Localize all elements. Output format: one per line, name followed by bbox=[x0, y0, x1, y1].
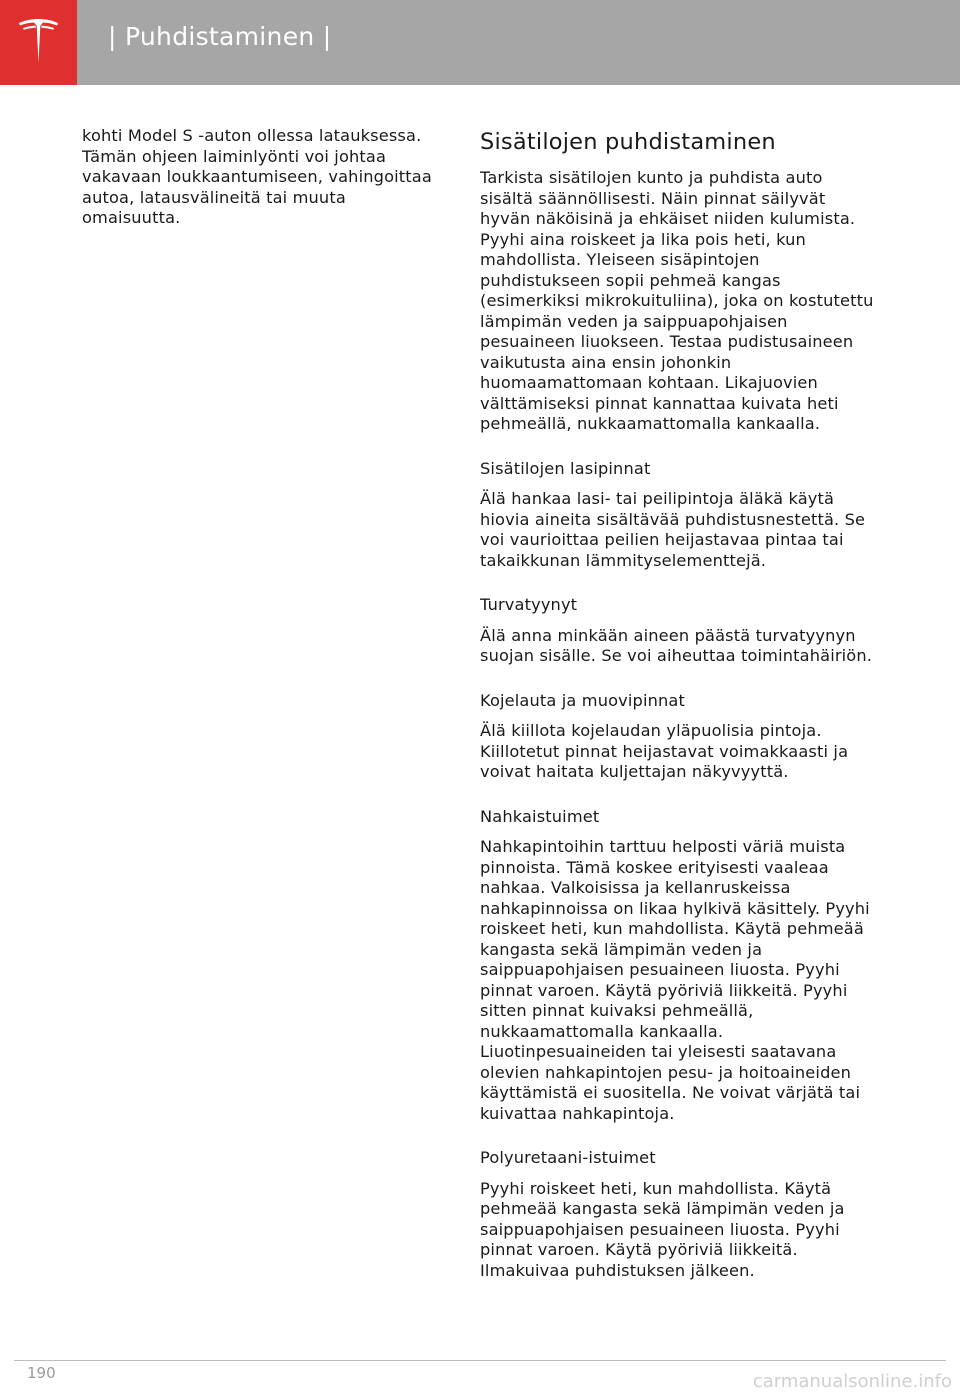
footer-divider bbox=[14, 1360, 946, 1361]
tesla-logo-icon bbox=[18, 19, 59, 63]
continued-paragraph: kohti Model S -auton ollessa latauksessa. Tämän ohjeen laiminlyönti voi johtaa vakavaan loukkaantumiseen, vahingoittaa autoa, latausvälineitä tai muuta omaisuutta. bbox=[82, 126, 432, 227]
paragraph-airbags: Älä anna minkään aineen päästä turvatyynyn suojan sisälle. Se voi aiheuttaa toimintahäiriön. bbox=[480, 625, 873, 665]
chapter-title: | Puhdistaminen | bbox=[108, 22, 332, 51]
paragraph-leather: Nahkapintoihin tarttuu helposti väriä muista pinnoista. Tämä koskee erityisesti vaaleaa nahkaa. Valkoisissa ja kellanruskeissa nahkapinnoissa on likaa hylkivä käsittely. Pyyhi roiskeet heti, kun mahdollista. Käytä pehmeää kangasta sekä lämpimän veden ja saippuapohjaisen pesuaineen liuosta. Pyyhi pinnat varoen. Käytä pyöriviä liikkeitä. Pyyhi sitten pinnat kuivaksi pehmeällä, nukkaamattomalla kankaalla. Liuotinpesuaineiden tai yleisesti saatavana olevien nahkapintojen pesu- ja hoitoaineiden käyttämistä ei suositella. Ne voivat värjätä tai kuivattaa nahkapintoja. bbox=[480, 837, 870, 1123]
subheading-leather: Nahkaistuimet bbox=[480, 806, 600, 826]
paragraph-polyurethane: Pyyhi roiskeet heti, kun mahdollista. Käytä pehmeää kangasta sekä lämpimän veden ja saippuapohjaisen pesuaineen liuosta. Pyyhi pinnat varoen. Käytä pyöriviä liikkeitä. Ilmakuivaa puhdistuksen jälkeen. bbox=[480, 1178, 845, 1280]
subheading-dashboard: Kojelauta ja muovipinnat bbox=[480, 690, 685, 710]
logo-box bbox=[0, 0, 77, 85]
page-header bbox=[0, 0, 960, 85]
intro-paragraph: Tarkista sisätilojen kunto ja puhdista auto sisältä säännöllisesti. Näin pinnat säilyvät hyvän näköisinä ja ehkäiset niiden kulumista. Pyyhi aina roiskeet ja lika pois heti, kun mahdollista. Yleiseen sisäpintojen puhdistukseen sopii pehmeä kangas (esimerkiksi mikrokuituliina), joka on kostutettu lämpimän veden ja saippuapohjaisen pesuaineen liuokseen. Testaa pudistusaineen vaikutusta aina ensin johonkin huomaamattomaan kohtaan. Likajuovien välttämiseksi pinnat kannattaa kuivata heti pehmeällä, nukkaamattomalla kankaalla. bbox=[480, 168, 874, 433]
paragraph-glass: Älä hankaa lasi- tai peilipintoja äläkä käytä hiovia aineita sisältävää puhdistusnestettä. Se voi vaurioittaa peilien heijastavaa pintaa tai takaikkunan lämmityselementtejä. bbox=[480, 489, 866, 570]
subheading-airbags: Turvatyynyt bbox=[480, 595, 578, 614]
left-column bbox=[82, 126, 442, 229]
paragraph-dashboard: Älä kiillota kojelaudan yläpuolisia pintoja. Kiillotetut pinnat heijastavat voimakkaasti ja voivat haitata kuljettajan näkyvyyttä. bbox=[480, 721, 849, 781]
right-column bbox=[480, 128, 880, 1281]
page-number: 190 bbox=[27, 1364, 56, 1382]
section-heading: Sisätilojen puhdistaminen bbox=[480, 129, 776, 155]
watermark: carmanualsonline.info bbox=[752, 1371, 952, 1392]
subheading-polyurethane: Polyuretaani-istuimet bbox=[480, 1148, 656, 1167]
subheading-glass: Sisätilojen lasipinnat bbox=[480, 458, 651, 478]
